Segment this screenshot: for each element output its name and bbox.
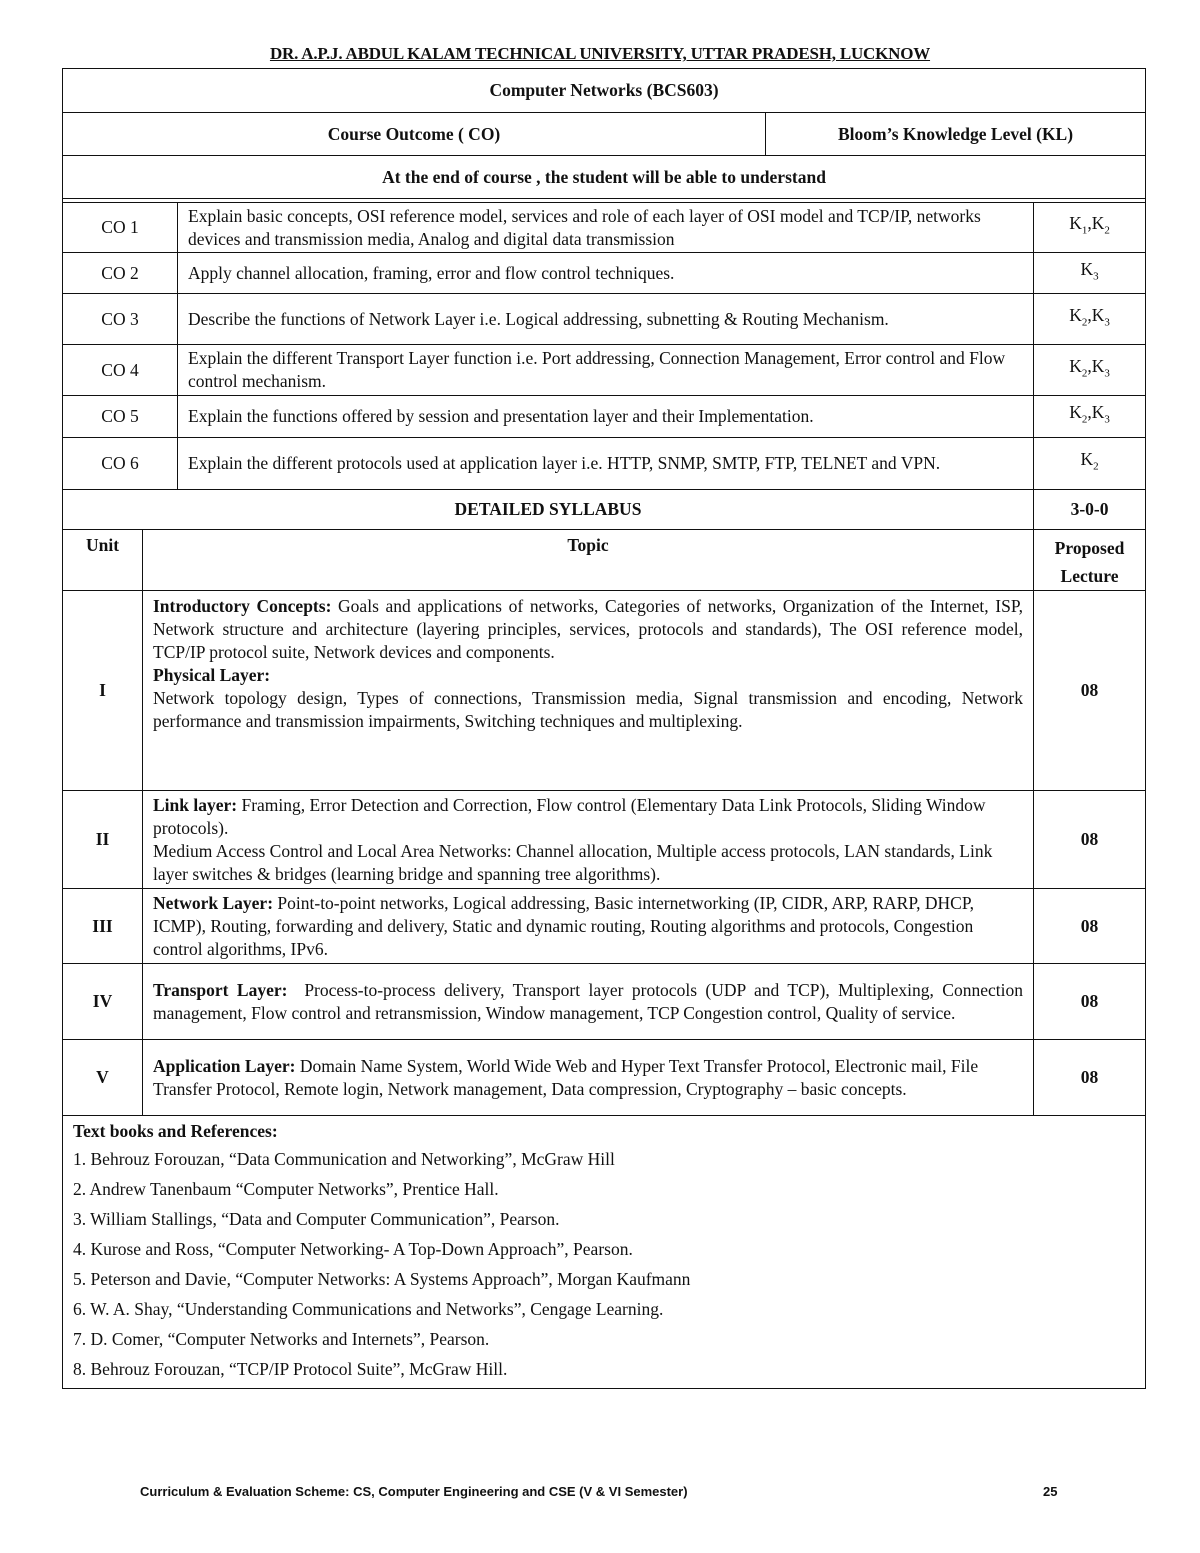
unit-number: III — [63, 889, 143, 964]
course-title: Computer Networks (BCS603) — [63, 69, 1146, 113]
table-row — [63, 1040, 1146, 1116]
co-code: CO 5 — [63, 396, 178, 438]
table-row — [63, 438, 1146, 490]
co-code: CO 3 — [63, 294, 178, 345]
table-row — [63, 964, 1146, 1040]
unit-topic — [143, 964, 1034, 1040]
table-row — [63, 253, 1146, 294]
table-row — [63, 791, 1146, 889]
course-outcome-header: Course Outcome ( CO) — [63, 113, 766, 156]
unit-topic-heading: Introductory Concepts: — [153, 596, 332, 616]
unit-lectures: 08 — [1034, 964, 1146, 1040]
co-code: CO 2 — [63, 253, 178, 294]
reference-item: 5. Peterson and Davie, “Computer Networks: A Systems Approach”, Morgan Kaufmann — [73, 1269, 691, 1289]
reference-item: 4. Kurose and Ross, “Computer Networking- A Top-Down Approach”, Pearson. — [73, 1239, 633, 1259]
reference-item: 7. D. Comer, “Computer Networks and Internets”, Pearson. — [73, 1329, 490, 1349]
table-row — [63, 591, 1146, 791]
detailed-syllabus-heading: DETAILED SYLLABUS — [63, 490, 1034, 530]
table-row — [63, 345, 1146, 396]
unit-topic-heading: Link layer: — [153, 794, 238, 815]
lecture-header: Proposed Lecture — [1034, 530, 1146, 591]
references-heading: Text books and References: — [73, 1121, 278, 1141]
syllabus-table — [62, 68, 1146, 1389]
unit-topic-heading: Transport Layer: — [153, 979, 288, 1000]
co-code: CO 6 — [63, 438, 178, 490]
co-level: $K_1,K_2$ — [1034, 203, 1146, 253]
unit-topic — [143, 791, 1034, 889]
reference-item: 3. William Stallings, “Data and Computer Communication”, Pearson. — [73, 1209, 560, 1229]
unit-number: I — [63, 591, 143, 791]
unit-number: V — [63, 1040, 143, 1116]
co-code: CO 4 — [63, 345, 178, 396]
table-row — [63, 294, 1146, 345]
co-text: Apply channel allocation, framing, error and flow control techniques. — [178, 253, 1034, 294]
unit-topic-text: Framing, Error Detection and Correction, Flow control (Elementary Data Link Protocols, Sliding Window protocols). — [153, 794, 986, 838]
unit-topic-text: Medium Access Control and Local Area Networks: Channel allocation, Multiple access protocols, LAN standards, Link layer switches & bridges (learning bridge and spanning tree algorithms). — [153, 840, 993, 884]
unit-number: IV — [63, 964, 143, 1040]
page-number: 25 — [1043, 1484, 1058, 1499]
co-level: $K_2,K_3$ — [1034, 294, 1146, 345]
unit-topic-text: Goals and applications of networks, Categories of networks, Organization of the Internet, ISP, Network structure and architecture (layering principles, services, protocols and standards), The OSI reference model, TCP/IP protocol suite, Network devices and components. — [153, 596, 1023, 662]
page-footer: Curriculum & Evaluation Scheme: CS, Computer Engineering and CSE (V & VI Semester) — [140, 1484, 688, 1499]
unit-lectures: 08 — [1034, 1040, 1146, 1116]
unit-topic-text: Point-to-point networks, Logical addressing, Basic internetworking (IP, CIDR, ARP, RARP, DHCP, ICMP), Routing, forwarding and delivery, Static and dynamic routing, Routing algorithms and protocols, Congestion control algorithms, IPv6. — [153, 892, 974, 959]
reference-item: 8. Behrouz Forouzan, “TCP/IP Protocol Suite”, McGraw Hill. — [73, 1359, 508, 1379]
unit-lectures: 08 — [1034, 889, 1146, 964]
references-block — [63, 1116, 1146, 1389]
co-text: Explain the different Transport Layer function i.e. Port addressing, Connection Management, Error control and Flow control mechanism. — [178, 345, 1034, 396]
unit-number: II — [63, 791, 143, 889]
outcomes-intro: At the end of course , the student will be able to understand — [63, 156, 1146, 199]
topic-header: Topic — [143, 530, 1034, 591]
co-code: CO 1 — [63, 203, 178, 253]
co-text: Explain basic concepts, OSI reference model, services and role of each layer of OSI model and TCP/IP, networks devices and transmission media, Analog and digital data transmission — [178, 203, 1034, 253]
table-row — [63, 889, 1146, 964]
unit-topic-heading: Physical Layer: — [153, 665, 271, 685]
unit-topic — [143, 889, 1034, 964]
unit-topic-text: Domain Name System, World Wide Web and Hyper Text Transfer Protocol, Electronic mail, File Transfer Protocol, Remote login, Network management, Data compression, Cryptography – basic concepts. — [153, 1055, 979, 1099]
unit-topic-heading: Application Layer: — [153, 1055, 296, 1076]
table-row — [63, 203, 1146, 253]
co-level: $K_2,K_3$ — [1034, 396, 1146, 438]
co-text: Describe the functions of Network Layer i.e. Logical addressing, subnetting & Routing Mechanism. — [178, 294, 1034, 345]
table-row — [63, 396, 1146, 438]
unit-topic-text: Network topology design, Types of connections, Transmission media, Signal transmission and encoding, Network performance and transmission impairments, Switching techniques and multiplexing. — [153, 688, 1023, 731]
reference-item: 2. Andrew Tanenbaum “Computer Networks”, Prentice Hall. — [73, 1179, 499, 1199]
ltp-value: 3-0-0 — [1034, 490, 1146, 530]
university-title: DR. A.P.J. ABDUL KALAM TECHNICAL UNIVERSITY, UTTAR PRADESH, LUCKNOW — [269, 44, 931, 63]
unit-header: Unit — [63, 530, 143, 591]
unit-topic — [143, 591, 1034, 791]
unit-topic-heading: Network Layer: — [153, 892, 274, 913]
bloom-level-header: Bloom’s Knowledge Level (KL) — [766, 113, 1146, 156]
co-text: Explain the functions offered by session and presentation layer and their Implementation. — [178, 396, 1034, 438]
unit-topic-text: Process-to-process delivery, Transport layer protocols (UDP and TCP), Multiplexing, Connection management, Flow control and retransmission, Window management, TCP Congestion control, Quality of service. — [153, 979, 1028, 1023]
unit-lectures: 08 — [1034, 791, 1146, 889]
co-text: Explain the different protocols used at application layer i.e. HTTP, SNMP, SMTP, FTP, TELNET and VPN. — [178, 438, 1034, 490]
co-level: $K_2$ — [1034, 438, 1146, 490]
unit-lectures: 08 — [1034, 591, 1146, 791]
co-level: $K_3$ — [1034, 253, 1146, 294]
unit-topic — [143, 1040, 1034, 1116]
co-level: $K_2,K_3$ — [1034, 345, 1146, 396]
reference-item: 1. Behrouz Forouzan, “Data Communication and Networking”, McGraw Hill — [73, 1149, 615, 1169]
reference-item: 6. W. A. Shay, “Understanding Communications and Networks”, Cengage Learning. — [73, 1299, 664, 1319]
